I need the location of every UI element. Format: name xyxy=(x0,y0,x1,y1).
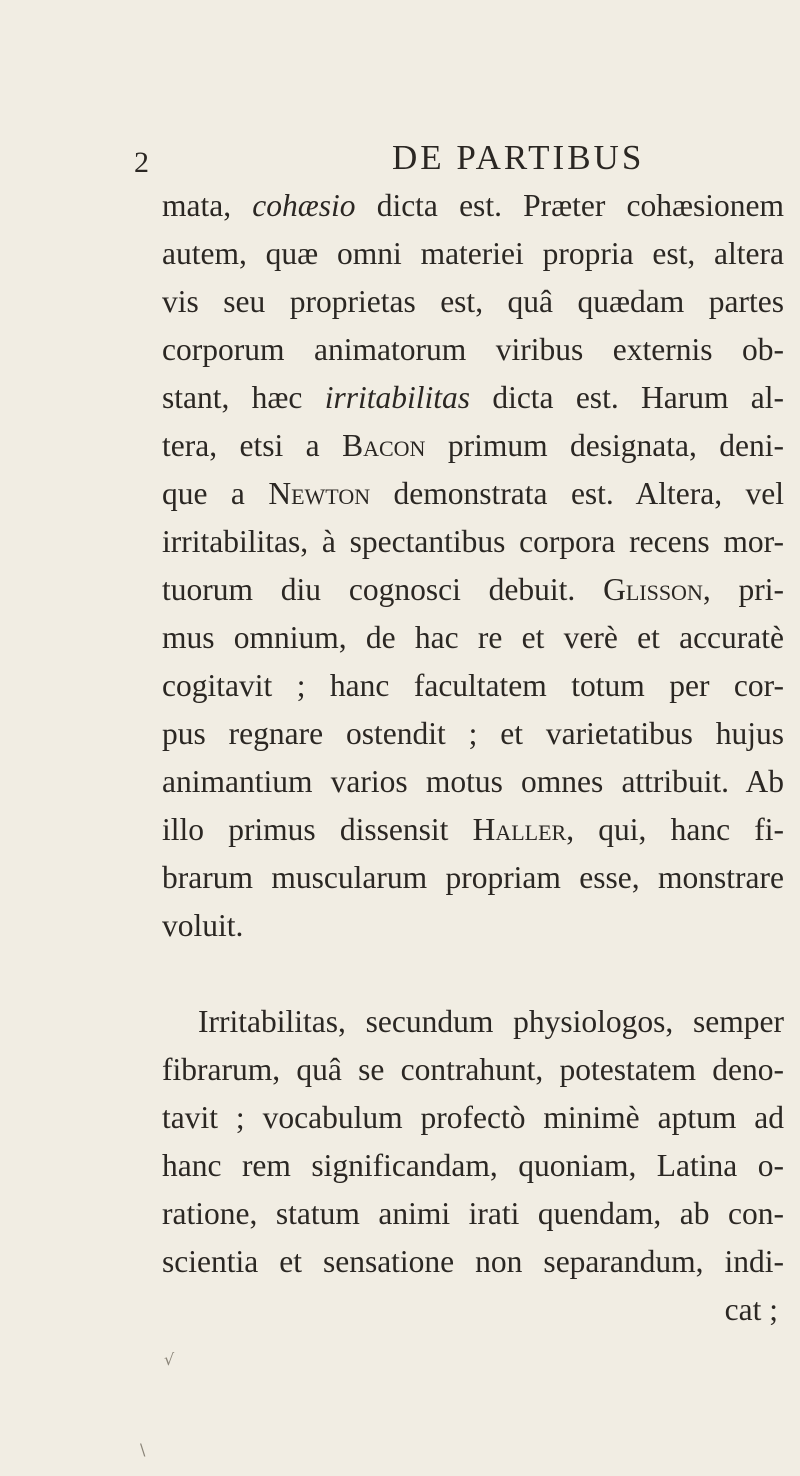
text-line: irritabilitas, à spectantibus corpora recens mor- xyxy=(162,524,784,559)
text-line: pus regnare ostendit ; et varietatibus hujus xyxy=(162,716,784,751)
text-line: ratione, statum animi irati quendam, ab con- xyxy=(162,1196,784,1231)
text-line: que a Newton demonstrata est. Altera, vel xyxy=(162,476,785,511)
text-line: voluit. xyxy=(162,908,244,943)
text-line: autem, quæ omni materiei propria est, altera xyxy=(162,236,784,271)
text-line: tavit ; vocabulum profectò minimè aptum ad xyxy=(162,1100,784,1135)
running-head: DE PARTIBUS xyxy=(392,138,645,177)
text-line: cogitavit ; hanc facultatem totum per cor- xyxy=(162,668,784,703)
text-line: tuorum diu cognosci debuit. Glisson, pri- xyxy=(162,572,785,607)
text-line: illo primus dissensit Haller, qui, hanc fi- xyxy=(162,812,784,847)
text-line: animantium varios motus omnes attribuit. Ab xyxy=(162,764,784,799)
text-line: tera, etsi a Bacon primum designata, deni- xyxy=(162,428,784,463)
text-line: mus omnium, de hac re et verè et accuratè xyxy=(162,620,784,655)
stray-mark: √ xyxy=(164,1350,175,1369)
text-line: stant, hæc irritabilitas dicta est. Harum al- xyxy=(162,380,784,415)
text-line: Irritabilitas, secundum physiologos, semper xyxy=(198,1004,784,1039)
stray-mark: \ xyxy=(140,1440,146,1459)
text-line: corporum animatorum viribus externis ob- xyxy=(162,332,784,367)
text-line: scientia et sensatione non separandum, indi- xyxy=(162,1244,784,1279)
catchword: cat ; xyxy=(724,1292,778,1327)
text-line: vis seu proprietas est, quâ quædam partes xyxy=(162,284,784,319)
text-line: mata, cohæsio dicta est. Præter cohæsionem xyxy=(162,188,785,223)
page-number: 2 xyxy=(134,146,149,179)
text-line: brarum muscularum propriam esse, monstrare xyxy=(162,860,784,895)
text-line: hanc rem significandam, quoniam, Latina o- xyxy=(162,1148,784,1183)
text-line: fibrarum, quâ se contrahunt, potestatem deno- xyxy=(162,1052,784,1087)
